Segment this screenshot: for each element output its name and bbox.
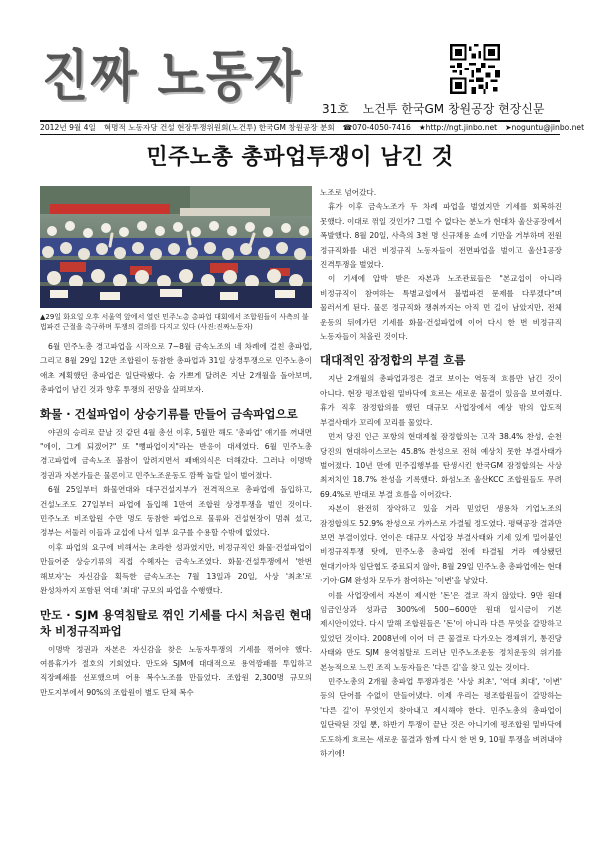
publisher: 노건투 한국GM 창원공장 현장신문	[362, 102, 545, 116]
masthead	[42, 42, 562, 120]
organization: 혁명적 노동자당 건설 현장투쟁위원회(노건투) 한국GM 창원공장 분회	[103, 123, 335, 132]
article-right-column	[320, 186, 562, 761]
rally-photo-image	[40, 186, 312, 308]
intro-paragraph: 6월 민주노총 경고파업을 시작으로 7~8월 금속노조의 네 차례에 걸친 총파업, 그리고 8월 29일 12만 조합원이 동참한 총파업과 31일 상경투쟁으로 민주노총이 애초 계획했던 총파업은 일단락됐다. 숨 가쁘게 달려온 지난 2개월을 돌아보며, 총파업이 남긴 것과 향후 투쟁의 전망을 살펴보자.	[40, 342, 312, 395]
paragraph: 지난 2개월의 총파업과정은 결코 보이는 역동적 흐름만 남긴 것이 아니다. 현장 평조합원 밑바닥에 흐르는 새로운 물결이 있음을 보여줬다. 휴가 직후 잠정합의를 했던 대규모 사업장에서 예상 밖의 압도적 부결사태가 꼬리에 꼬리를 물었다.	[320, 374, 562, 427]
info-bar	[40, 120, 585, 135]
article-left-column	[40, 340, 312, 700]
phone: ☎070-4050-7416	[342, 123, 411, 132]
section-heading-1: 화물 · 건설파업이 상승기류를 만들어 금속파업으로	[40, 406, 298, 421]
rally-photo	[40, 186, 312, 308]
paragraph: 자본이 완전히 장악하고 있을 거라 믿었던 생용차 기업노조의 잠정합의도 52.9% 찬성으로 가까스로 가결될 정도였다. 평택공장 결과만 보면 부결이었다. 연이은 대규모 사업장 부결사태와 기세 있게 밀어붙인 비정규직투쟁 탓에, 민주노총 총파업 전에 타결될 거라 예상됐던 현대기아차 임단협도 중료되지 않아, 8월 29일 민주노총 총파업에는 현대·기아·GM 완성차 모두가 참여하는 '이변'을 낳았다.	[320, 504, 562, 586]
paragraph: 이명박 정권과 자본은 자신감을 찾은 노동자투쟁의 기세를 꺾어야 했다. 여름휴가가 절호의 기회였다. 만도와 SJM에 대대적으로 용역깡패를 투입하고 직장폐쇄를 선포했으며 어용 복수노조를 만들었다. 조합원 2,300명 규모의 만도지부에서 90%의 조합원이 별도 단체 복수	[40, 644, 312, 697]
photo-caption: ▲29일 화요일 오후 서울역 앞에서 열린 민주노총 총파업 대회에서 조합원들이 사측의 불법파견 근절을 촉구하며 투쟁의 결의를 다지고 있다 (사진:진짜노동자)	[40, 313, 309, 331]
website-link[interactable]: ★http://ngt.jinbo.net	[418, 123, 498, 132]
paragraph: 이를 사업장에서 자본이 제시한 '돈'은 결코 작지 않았다. 9만 원대 임금인상과 성과금 300%에 500~600만 원대 일시금이 기본 제시안이었다. 다시 말해 조합원들은 '돈'이 아니라 다른 무엇을 갈망하고 있었던 것이다. 2008년에 이어 더 큰 물결로 다가오는 경제위기, 통진당 사태와 만도 SJM 용역침탈로 드러난 민주노조운동 정치운동의 위기를 본능적으로 느낀 조직 노동자들은 '다른 길'을 찾고 있는 것이다.	[320, 590, 562, 672]
paragraph: 6월 25일부터 화물연대와 대구건설지부가 전격적으로 총파업에 돌입하고, 건설노조도 27일부터 파업에 돌입해 1만여 조합원 상경투쟁을 벌인 것이다. 민주노조 비조합원 수만 명도 동참한 파업으로 물류와 건설현장이 멈춰 섰고, 정부는 서둘러 이들과 교섭에 나서 일부 요구를 수용할 수밖에 없었다.	[40, 485, 312, 538]
headline: 민주노총 총파업투쟁이 남긴 것	[146, 145, 454, 170]
paragraph: 휴가 이후 금속노조가 두 차례 파업을 벌였지만 기세를 회복하진 못했다. 이대로 꺾일 것인가? 그럴 수 없다는 분노가 현대차 울산공장에서 폭발했다. 8월 20일, 사측의 3천 명 신규채용 쇼에 기만을 거부하며 전원 정규직화를 내건 비정규직 노동자들이 전면파업을 벌이고 울산1공장 진격투쟁을 벌였다.	[320, 202, 562, 270]
paragraph: 민주노총의 2개월 총파업 투쟁과정은 '사상 최초', '역대 최대', '이변' 등의 단어를 수없이 만들어냈다. 이제 우리는 평조합원들이 갈망하는 '다른 길'이 무엇인지 찾아내고 제시해야 한다. 민주노총의 총파업이 일단락된 것일 뿐, 하반기 투쟁이 끝난 것은 아니기에 평조합원 밑바닥에 도도하게 흐르는 새로운 물결과 함께 다시 한 번 9, 10월 투쟁을 벼려내야 하기에!	[320, 677, 562, 759]
qr-code-icon	[450, 44, 500, 94]
paragraph: 이 기세에 압박 받은 자본과 노조관료들은 "본교섭이 아니라 비정규직이 참여하는 특별교섭에서 불법파견 문제를 다루겠다"며 물러서게 된다. 물론 정규직화 쟁취까지는 아직 먼 길이 남았지만, 전체 운동의 뒤에가던 기세를 화물·건설파업에 이어 다시 한 번 비정규직 노동자들이 처올린 것이다.	[320, 274, 562, 342]
paragraph: 야권의 승리로 끝날 것 같던 4월 총선 이후, 5월만 해도 '총파업' 얘기를 꺼내면 "에이, 그게 되겠어?" 또 "뻥파업이지"라는 반응이 대세였다. 6월 민주노총 경고파업에 금속노조 불참이 알려지면서 패배의식은 더해갔다. 그러나 이명박 정권과 자본가들은 물론이고 민주노조운동도 깜짝 놀랄 일이 벌어졌다.	[40, 427, 312, 480]
paragraph: 이후 파업의 요구에 비해서는 초라한 성과였지만, 비정규직인 화물·건설파업이 만들어준 상승기류의 직접 수혜자는 금속노조였다. 화물·건설투쟁에서 '한번 해보자'는 자신감을 획득한 금속노조는 7월 13일과 20일, 사상 '최초'로 완성차까지 포함된 역대 '최대' 규모의 파업을 수행했다.	[40, 542, 312, 596]
newspaper-title: 진짜 노동자	[42, 44, 303, 109]
section-heading-3: 대대적인 잠정합의 부결 흐름	[320, 353, 466, 368]
paragraph: 먼저 당진 인근 포항의 현대제철 잠정합의는 고작 38.4% 찬성, 순천 당진의 현대하이스코는 45.8% 찬성으로 전혀 예상치 못한 부결사태가 벌어졌다. 10년 만에 민주집행부를 탄생시킨 한국GM 잠정합의는 사상 최저치인 18.7% 찬성을 기록했다. 화섬노조 울산KCC 조합원들도 무려 69.4%로 반대로 부결 흐름을 이어갔다.	[320, 432, 562, 499]
issue-number: 31호	[322, 102, 349, 116]
paragraph: 노조로 넘어갔다.	[320, 188, 377, 197]
email-link[interactable]: ➤noguntu@jinbo.net	[505, 123, 585, 132]
publish-date: 2012년 9월 4일	[40, 123, 96, 132]
section-heading-2: 만도 · SJM 용역침탈로 꺾인 기세를 다시 처음린 현대차 비정규직파업	[40, 607, 312, 638]
issue-line	[322, 100, 555, 117]
